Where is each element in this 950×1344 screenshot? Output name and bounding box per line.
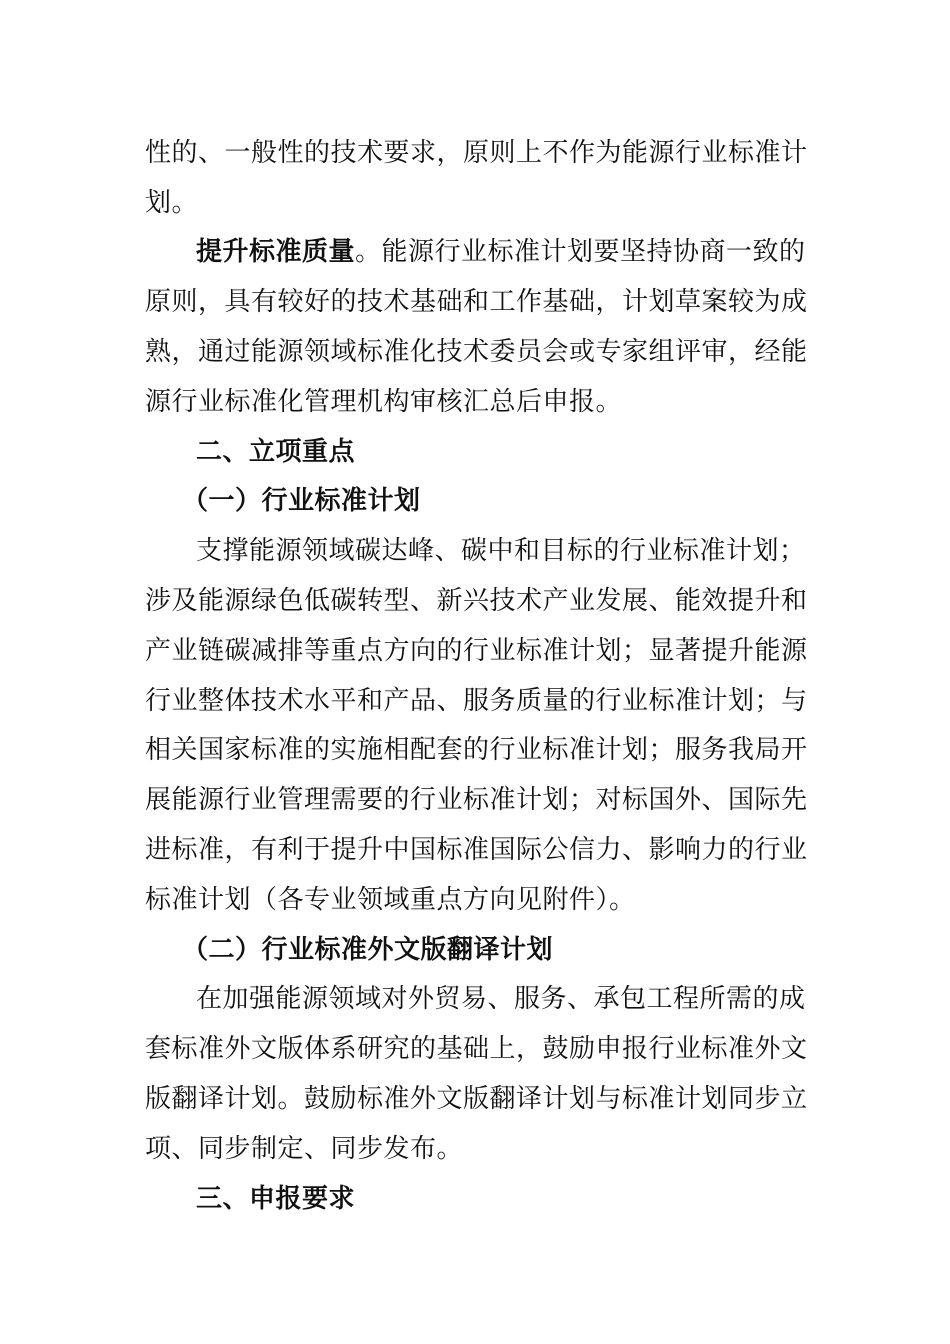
section-heading: 三、申报要求 <box>196 1184 356 1214</box>
paragraph-line: 熟，通过能源领域标准化技术委员会或专家组评审，经能 <box>145 337 808 367</box>
paragraph-line: 标准计划（各专业领域重点方向见附件）。 <box>145 885 636 915</box>
paragraph-line: 涉及能源绿色低碳转型、新兴技术产业发展、能效提升和 <box>145 586 808 616</box>
paragraph-line: 进标准，有利于提升中国标准国际公信力、影响力的行业 <box>145 835 808 865</box>
paragraph-line: 在加强能源领域对外贸易、服务、承包工程所需的成 <box>196 984 806 1014</box>
section-heading: 二、立项重点 <box>196 437 356 467</box>
paragraph-line <box>196 235 805 269</box>
paragraph-line: 版翻译计划。鼓励标准外文版翻译计划与标准计划同步立 <box>145 1084 808 1114</box>
paragraph-line: 支撑能源领域碳达峰、碳中和目标的行业标准计划； <box>196 536 806 566</box>
paragraph-line: 相关国家标准的实施相配套的行业标准计划；服务我局开 <box>145 735 808 765</box>
subsection-heading: （一）行业标准计划 <box>182 486 421 516</box>
paragraph-line: 性的、一般性的技术要求，原则上不作为能源行业标准计 <box>145 138 808 168</box>
bold-lead-phrase: 提升标准质量 <box>196 237 356 267</box>
paragraph-line: 项、同步制定、同步发布。 <box>145 1134 464 1164</box>
paragraph-line: 原则，具有较好的技术基础和工作基础，计划草案较为成 <box>145 287 808 317</box>
paragraph-text: 。能源行业标准计划要坚持协商一致的 <box>355 237 806 267</box>
paragraph-line: 划。 <box>145 188 199 218</box>
paragraph-line: 行业整体技术水平和产品、服务质量的行业标准计划；与 <box>145 686 808 716</box>
paragraph-line: 展能源行业管理需要的行业标准计划；对标国外、国际先 <box>145 785 808 815</box>
subsection-heading: （二）行业标准外文版翻译计划 <box>182 935 554 965</box>
paragraph-line: 套标准外文版体系研究的基础上，鼓励申报行业标准外文 <box>145 1034 808 1064</box>
paragraph-line: 源行业标准化管理机构审核汇总后申报。 <box>145 387 623 417</box>
paragraph-line: 产业链碳减排等重点方向的行业标准计划；显著提升能源 <box>145 636 808 666</box>
